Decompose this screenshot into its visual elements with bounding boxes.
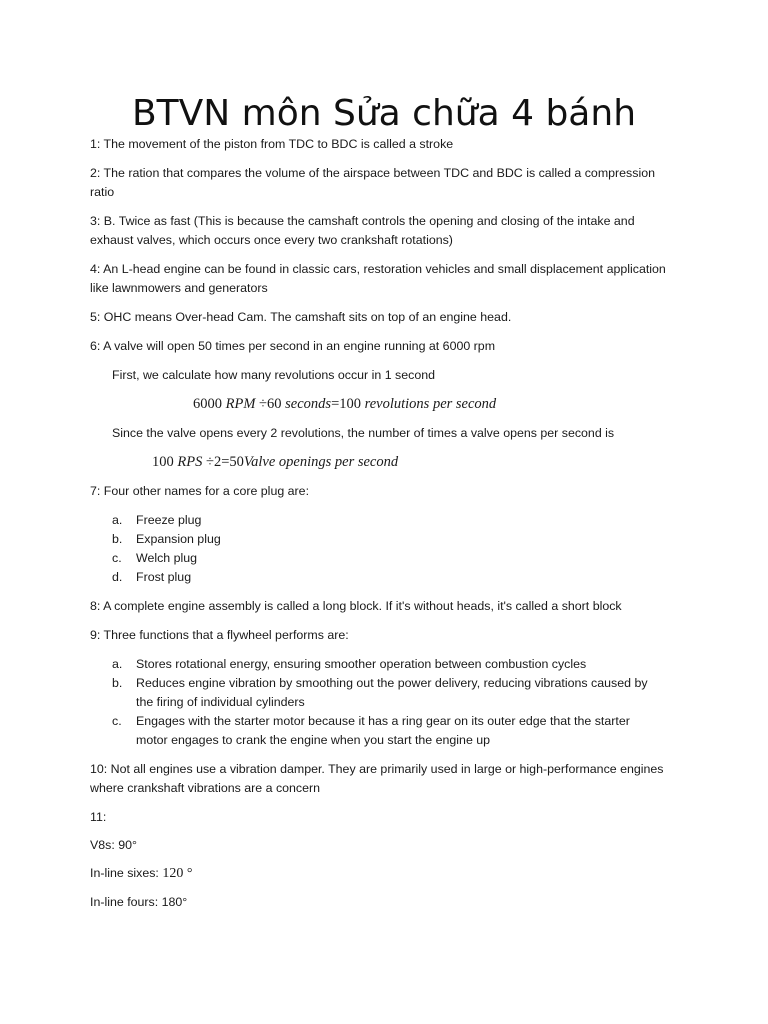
answer-6-step-2: Since the valve opens every 2 revolutions, the number of times a valve opens per second is	[112, 426, 615, 440]
eq2-divide-sign: ÷	[205, 454, 214, 470]
equation-rps-to-openings	[152, 452, 398, 472]
answer-3-line-1: 3: B. Twice as fast (This is because the camshaft controls the opening and closing of the intake and	[90, 214, 635, 228]
list-item-text: Engages with the starter motor because it has a ring gear on its outer edge that the starter	[136, 714, 630, 728]
answer-5: 5: OHC means Over-head Cam. The camshaft sits on top of an engine head.	[90, 310, 512, 324]
list-item-text: Frost plug	[136, 570, 192, 584]
core-plug-list	[112, 511, 692, 587]
list-item-text: Freeze plug	[136, 513, 202, 527]
list-item	[112, 511, 692, 530]
list-marker: c.	[112, 551, 122, 565]
eq1-value-seconds: 60	[267, 396, 282, 412]
answer-6-step-1: First, we calculate how many revolutions occur in 1 second	[112, 368, 435, 382]
list-item-text: Welch plug	[136, 551, 198, 565]
answer-9-intro: 9: Three functions that a flywheel performs are:	[90, 628, 349, 642]
list-marker: b.	[112, 676, 123, 690]
answer-4-line-1: 4: An L-head engine can be found in classic cars, restoration vehicles and small displacement application	[90, 262, 666, 276]
answer-6-intro: 6: A valve will open 50 times per second in an engine running at 6000 rpm	[90, 339, 496, 353]
list-marker: a.	[112, 513, 123, 527]
answer-10	[90, 760, 690, 798]
flywheel-functions-list	[112, 655, 692, 750]
list-item	[112, 530, 692, 549]
list-item-text-continued: the firing of individual cylinders	[136, 695, 305, 709]
answer-2-line-2: ratio	[90, 185, 115, 199]
answer-3-line-2: exhaust valves, which occurs once every two crankshaft rotations)	[90, 233, 453, 247]
list-marker: d.	[112, 570, 123, 584]
list-item-text: Stores rotational energy, ensuring smoother operation between combustion cycles	[136, 657, 587, 671]
eq1-unit-rpm: RPM	[225, 396, 256, 412]
answer-7-intro: 7: Four other names for a core plug are:	[90, 484, 310, 498]
list-marker: c.	[112, 714, 122, 728]
eq2-result-unit: Valve openings per second	[243, 454, 399, 470]
answer-11-inline-six	[90, 864, 690, 883]
list-item	[112, 568, 692, 587]
eq1-equals-sign: =	[331, 396, 340, 412]
answer-4	[90, 260, 690, 298]
eq2-divisor: 2	[213, 454, 222, 470]
eq2-equals-sign: =	[221, 454, 230, 470]
eq1-divide-sign: ÷	[259, 396, 268, 412]
answer-2-line-1: 2: The ration that compares the volume of the airspace between TDC and BDC is called a compression	[90, 166, 655, 180]
list-marker: a.	[112, 657, 123, 671]
equation-rpm-to-rps	[193, 394, 496, 414]
answer-10-line-1: 10: Not all engines use a vibration damper. They are primarily used in large or high-performance engines	[90, 762, 664, 776]
answer-11-v8: V8s: 90°	[90, 838, 137, 852]
eq1-result-unit: revolutions per second	[364, 396, 497, 412]
answer-3	[90, 212, 690, 250]
list-marker: b.	[112, 532, 123, 546]
eq1-result-value: 100	[339, 396, 361, 412]
list-item	[112, 549, 692, 568]
answer-2	[90, 164, 690, 202]
eq1-unit-seconds: seconds	[285, 396, 332, 412]
list-item	[112, 674, 692, 712]
answer-10-line-2: where crankshaft vibrations are a concern	[90, 781, 321, 795]
answer-1: 1: The movement of the piston from TDC to BDC is called a stroke	[90, 137, 454, 151]
answer-11-label: 11:	[90, 810, 107, 824]
eq1-value-rpm: 6000	[193, 396, 222, 412]
eq2-result-value: 50	[229, 454, 244, 470]
eq2-unit-rps: RPS	[177, 454, 203, 470]
answer-8: 8: A complete engine assembly is called a long block. If it's without heads, it's called a short block	[90, 599, 622, 613]
answer-4-line-2: like lawnmowers and generators	[90, 281, 268, 295]
eq2-value-rps: 100	[152, 454, 174, 470]
list-item	[112, 712, 692, 750]
list-item-text: Expansion plug	[136, 532, 221, 546]
page-title: BTVN môn Sửa chữa 4 bánh	[131, 93, 637, 134]
list-item	[112, 655, 692, 674]
list-item-text-continued: motor engages to crank the engine when you start the engine up	[136, 733, 491, 747]
inline-six-label: In-line sixes:	[90, 866, 163, 880]
list-item-text: Reduces engine vibration by smoothing out the power delivery, reducing vibrations caused by	[136, 676, 648, 690]
inline-six-value: 120 °	[162, 866, 193, 881]
answer-11-inline-four: In-line fours: 180°	[90, 895, 188, 909]
